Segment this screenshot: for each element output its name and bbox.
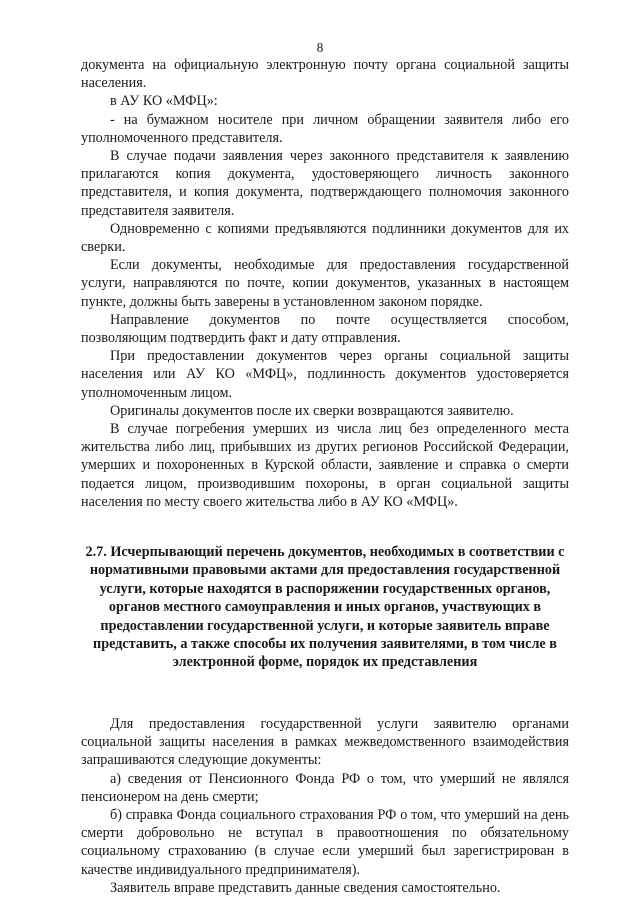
paragraph: б) справка Фонда социального страхования РФ о том, что умерший на день смерти добровольно не вступал в правоотношения по обязательному социальному страхованию (в случае если умерший был зарегистрирован в качестве индивидуального предпринимателя). [81, 807, 569, 878]
paragraph: Если документы, необходимые для предоставления государственной услуги, направляются по почте, копии документов, указанных в настоящем пункте, должны быть заверены в установленном законом порядке. [81, 257, 569, 310]
body-bottom [81, 715, 569, 897]
paragraph: а) сведения от Пенсионного Фонда РФ о том, что умерший не являлся пенсионером на день смерти; [81, 770, 569, 805]
paragraph: В случае погребения умерших из числа лиц без определенного места жительства либо лиц, прибывших из других регионов Российской Федерации, умерших и похороненных в Курской области, заявление и справка о смерти подается лицом, производившим похороны, в орган социальной защиты населения по месту своего жительства либо в АУ КО «МФЦ». [81, 421, 569, 510]
page-number: 8 [316, 40, 324, 55]
section-heading: 2.7. Исчерпывающий перечень документов, необходимых в соответствии с нормативными правовыми актами для предоставления государственной услуги, которые находятся в распоряжении государственных органов, органов местного самоуправления и иных органов, участвующих в предоставлении государственной услуги, и которые заявитель вправе представить, а также способы их получения заявителями, в том числе в электронной форме, порядок их представления [85, 544, 565, 671]
paragraph: документа на официальную электронную почту органа социальной защиты населения. [81, 57, 569, 92]
paragraph: в АУ КО «МФЦ»: [110, 93, 218, 110]
paragraph: Заявитель вправе представить данные сведения самостоятельно. [110, 879, 501, 896]
paragraph: При предоставлении документов через органы социальной защиты населения или АУ КО «МФЦ», подлинность документов удостоверяется уполномоченным лицом. [81, 348, 569, 401]
paragraph: В случае подачи заявления через законного представителя к заявлению прилагаются копия документа, удостоверяющего личность законного представителя, и копия документа, подтверждающего полномочия законного представителя заявителя. [81, 148, 569, 219]
paragraph: Направление документов по почте осуществляется способом, позволяющим подтвердить факт и дату отправления. [81, 311, 569, 347]
body-top [81, 56, 569, 511]
paragraph: Для предоставления государственной услуги заявителю органами социальной защиты населения в рамках межведомственного взаимодействия запрашиваются следующие документы: [81, 716, 569, 769]
paragraph: - на бумажном носителе при личном обращении заявителя либо его уполномоченного представителя. [81, 111, 569, 146]
paragraph: Одновременно с копиями предъявляются подлинники документов для их сверки. [81, 220, 569, 256]
paragraph: Оригиналы документов после их сверки возвращаются заявителю. [110, 402, 514, 419]
